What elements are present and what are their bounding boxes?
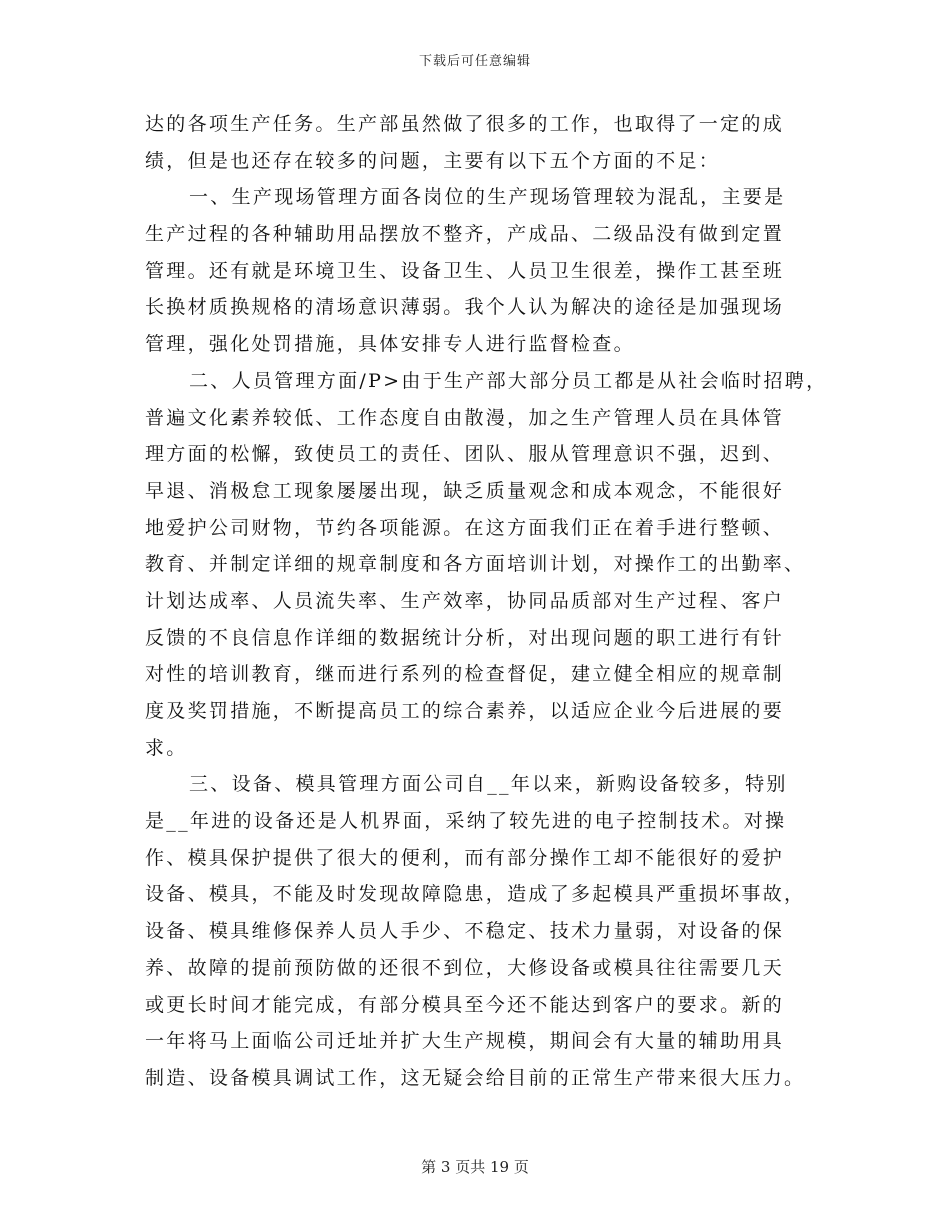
text-line: 生产过程的各种辅助用品摆放不整齐，产成品、二级品没有做到定置: [145, 223, 785, 246]
text-line: 是__年进的设备还是人机界面，采纳了较先进的电子控制技术。对操: [145, 810, 787, 833]
text-line: 对性的培训教育，继而进行系列的检查督促，建立健全相应的规章制: [145, 663, 785, 686]
text-line: 一、生产现场管理方面各岗位的生产现场管理较为混乱，主要是: [189, 186, 786, 209]
text-line: 度及奖罚措施，不断提高员工的综合素养，以适应企业今后进展的要: [145, 700, 785, 722]
text-line: 设备、模具维修保养人员人手少、不稳定、技术力量弱，对设备的保: [145, 920, 785, 943]
text-line: 早退、消极怠工现象屡屡出现，缺乏质量观念和成本观念，不能很好: [145, 479, 785, 502]
text-line: 设备、模具，不能及时发现故障隐患，造成了多起模具严重损坏事故，: [145, 883, 806, 906]
text-line: 理方面的松懈，致使员工的责任、团队、服从管理意识不强，迟到、: [145, 443, 785, 466]
text-line: 或更长时间才能完成，有部分模具至今还不能达到客户的要求。新的: [145, 993, 785, 1016]
text-line: 管理。还有就是环境卫生、设备卫生、人员卫生很差，操作工甚至班: [145, 259, 785, 282]
text-line: 二、人员管理方面/P>由于生产部大部分员工都是从社会临时招聘，: [189, 369, 828, 392]
text-line: 达的各项生产任务。生产部虽然做了很多的工作，也取得了一定的成: [145, 113, 785, 135]
text-line: 养、故障的提前预防做的还很不到位，大修设备或模具往往需要几天: [145, 956, 785, 979]
text-line: 求。: [145, 736, 188, 759]
text-line: 三、设备、模具管理方面公司自__年以来，新购设备较多，特别: [189, 773, 788, 796]
text-line: 教育、并制定详细的规章制度和各方面培训计划，对操作工的出勤率、: [145, 553, 806, 576]
text-line: 制造、设备模具调试工作，这无疑会给目前的正常生产带来很大压力。: [145, 1066, 806, 1089]
header-note: 下载后可任意编辑: [418, 54, 531, 69]
text-line: 管理，强化处罚措施，具体安排专人进行监督检查。: [145, 333, 635, 356]
text-line: 地爱护公司财物，节约各项能源。在这方面我们正在着手进行整顿、: [145, 516, 785, 539]
text-line: 一年将马上面临公司迁址并扩大生产规模，期间会有大量的辅助用具: [145, 1030, 785, 1053]
document-body: [145, 106, 828, 1097]
text-line: 长换材质换规格的清场意识薄弱。我个人认为解决的途径是加强现场: [145, 296, 785, 319]
text-line: 反馈的不良信息作详细的数据统计分析，对出现问题的职工进行有针: [145, 626, 785, 649]
text-line: 绩，但是也还存在较多的问题，主要有以下五个方面的不足：: [145, 149, 721, 172]
text-line: 普遍文化素养较低、工作态度自由散漫，加之生产管理人员在具体管: [145, 406, 785, 429]
text-line: 作、模具保护提供了很大的便利，而有部分操作工却不能很好的爱护: [145, 846, 785, 869]
text-line: 计划达成率、人员流失率、生产效率，协同品质部对生产过程、客户: [145, 589, 785, 612]
page-indicator: 第 3 页共 19 页: [421, 1158, 529, 1176]
